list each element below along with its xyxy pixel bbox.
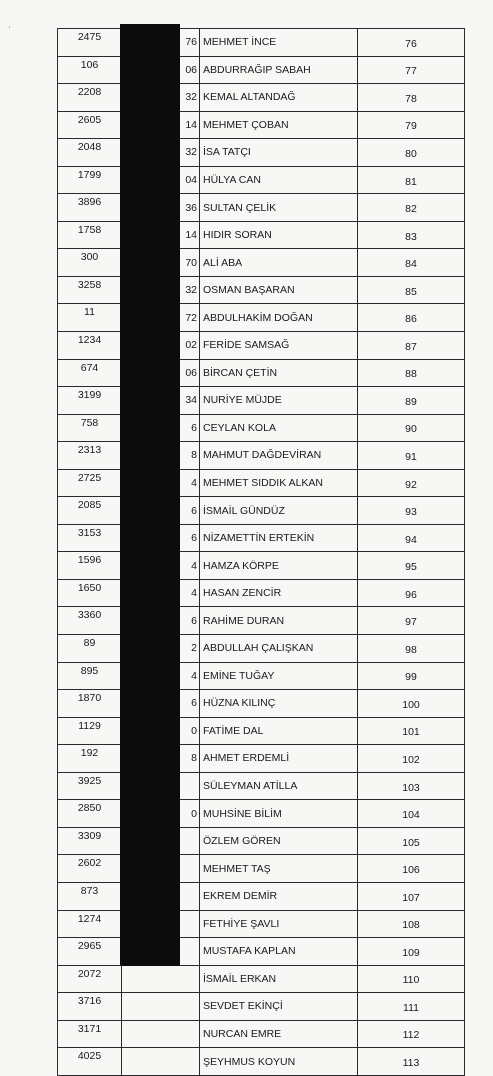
table-row [58, 249, 465, 277]
id-number-cell: 4 [122, 469, 200, 497]
id-number-cell: 4 [122, 662, 200, 690]
table-row [58, 938, 465, 966]
rank-cell: 82 [358, 194, 465, 222]
row-number-cell: 1799 [58, 166, 122, 194]
full-name-cell: SULTAN ÇELİK [200, 194, 358, 222]
id-number-cell: 14 [122, 221, 200, 249]
rank-cell: 92 [358, 469, 465, 497]
row-number-cell: 4025 [58, 1048, 122, 1076]
rank-cell: 95 [358, 552, 465, 580]
id-number-cell: 36 [122, 194, 200, 222]
full-name-cell: ABDULLAH ÇALIŞKAN [200, 635, 358, 663]
rank-cell: 80 [358, 139, 465, 167]
table-row [58, 910, 465, 938]
table-row [58, 745, 465, 773]
rank-cell: 94 [358, 524, 465, 552]
id-number-cell: 72 [122, 304, 200, 332]
row-number-cell: 895 [58, 662, 122, 690]
table-row [58, 166, 465, 194]
rank-cell: 109 [358, 938, 465, 966]
full-name-cell: NURİYE MÜJDE [200, 387, 358, 415]
rank-cell: 106 [358, 855, 465, 883]
table-row [58, 855, 465, 883]
id-number-cell: 06 [122, 359, 200, 387]
full-name-cell: MEHMET SIDDIK ALKAN [200, 469, 358, 497]
rank-cell: 104 [358, 800, 465, 828]
rank-cell: 112 [358, 1020, 465, 1048]
full-name-cell: FETHİYE ŞAVLI [200, 910, 358, 938]
id-number-cell [122, 965, 200, 993]
rank-cell: 105 [358, 827, 465, 855]
rank-cell: 79 [358, 111, 465, 139]
table-row [58, 635, 465, 663]
table-row [58, 772, 465, 800]
table-row [58, 111, 465, 139]
table-row [58, 276, 465, 304]
row-number-cell: 2208 [58, 84, 122, 112]
full-name-cell: NURCAN EMRE [200, 1020, 358, 1048]
id-number-cell: 6 [122, 414, 200, 442]
full-name-cell: AHMET ERDEMLİ [200, 745, 358, 773]
id-number-cell: 34 [122, 387, 200, 415]
table-row [58, 332, 465, 360]
row-number-cell: 674 [58, 359, 122, 387]
full-name-cell: İSMAİL GÜNDÜZ [200, 497, 358, 525]
row-number-cell: 3199 [58, 387, 122, 415]
row-number-cell: 2605 [58, 111, 122, 139]
full-name-cell: MEHMET TAŞ [200, 855, 358, 883]
id-number-cell: 32 [122, 139, 200, 167]
full-name-cell: MUSTAFA KAPLAN [200, 938, 358, 966]
row-number-cell: 2072 [58, 965, 122, 993]
table-row [58, 965, 465, 993]
id-number-cell: 6 [122, 607, 200, 635]
full-name-cell: MUHSİNE BİLİM [200, 800, 358, 828]
id-number-cell: 70 [122, 249, 200, 277]
id-number-cell: 0 [122, 717, 200, 745]
row-number-cell: 1274 [58, 910, 122, 938]
id-number-cell: 06 [122, 56, 200, 84]
table-row [58, 827, 465, 855]
table-row [58, 387, 465, 415]
table-row [58, 800, 465, 828]
table-row [58, 84, 465, 112]
id-number-cell: 8 [122, 745, 200, 773]
full-name-cell: MEHMET İNCE [200, 29, 358, 57]
row-number-cell: 873 [58, 882, 122, 910]
full-name-cell: FERİDE SAMSAĞ [200, 332, 358, 360]
full-name-cell: İSMAİL ERKAN [200, 965, 358, 993]
rank-cell: 76 [358, 29, 465, 57]
results-table-body [58, 29, 465, 1076]
rank-cell: 96 [358, 579, 465, 607]
rank-cell: 113 [358, 1048, 465, 1076]
results-table [57, 28, 465, 1076]
row-number-cell: 2965 [58, 938, 122, 966]
full-name-cell: SÜLEYMAN ATİLLA [200, 772, 358, 800]
rank-cell: 98 [358, 635, 465, 663]
full-name-cell: ŞEYHMUS KOYUN [200, 1048, 358, 1076]
full-name-cell: ABDULHAKİM DOĞAN [200, 304, 358, 332]
rank-cell: 87 [358, 332, 465, 360]
full-name-cell: SEVDET EKİNÇİ [200, 993, 358, 1021]
full-name-cell: HIDIR SORAN [200, 221, 358, 249]
rank-cell: 84 [358, 249, 465, 277]
id-number-cell: 2 [122, 635, 200, 663]
id-number-cell: 76 [122, 29, 200, 57]
row-number-cell: 300 [58, 249, 122, 277]
results-table-container [57, 28, 464, 1076]
id-number-cell: 6 [122, 690, 200, 718]
full-name-cell: HÜZNA KILINÇ [200, 690, 358, 718]
full-name-cell: KEMAL ALTANDAĞ [200, 84, 358, 112]
redaction-bar [120, 24, 180, 966]
id-number-cell: 4 [122, 579, 200, 607]
table-row [58, 579, 465, 607]
table-row [58, 304, 465, 332]
row-number-cell: 3896 [58, 194, 122, 222]
full-name-cell: HASAN ZENCİR [200, 579, 358, 607]
row-number-cell: 1234 [58, 332, 122, 360]
row-number-cell: 2313 [58, 442, 122, 470]
rank-cell: 86 [358, 304, 465, 332]
rank-cell: 108 [358, 910, 465, 938]
id-number-cell: 6 [122, 497, 200, 525]
id-number-cell: 14 [122, 111, 200, 139]
table-row [58, 662, 465, 690]
row-number-cell: 11 [58, 304, 122, 332]
id-number-cell: 32 [122, 84, 200, 112]
row-number-cell: 3925 [58, 772, 122, 800]
table-row [58, 607, 465, 635]
rank-cell: 91 [358, 442, 465, 470]
row-number-cell: 1758 [58, 221, 122, 249]
row-number-cell: 89 [58, 635, 122, 663]
full-name-cell: ÖZLEM GÖREN [200, 827, 358, 855]
table-row [58, 29, 465, 57]
rank-cell: 102 [358, 745, 465, 773]
row-number-cell: 1596 [58, 552, 122, 580]
rank-cell: 93 [358, 497, 465, 525]
full-name-cell: HAMZA KÖRPE [200, 552, 358, 580]
row-number-cell: 758 [58, 414, 122, 442]
row-number-cell: 1129 [58, 717, 122, 745]
rank-cell: 83 [358, 221, 465, 249]
rank-cell: 81 [358, 166, 465, 194]
full-name-cell: MAHMUT DAĞDEVİRAN [200, 442, 358, 470]
row-number-cell: 1870 [58, 690, 122, 718]
table-row [58, 221, 465, 249]
rank-cell: 90 [358, 414, 465, 442]
row-number-cell: 2725 [58, 469, 122, 497]
id-number-cell: 02 [122, 332, 200, 360]
row-number-cell: 3309 [58, 827, 122, 855]
rank-cell: 78 [358, 84, 465, 112]
row-number-cell: 2602 [58, 855, 122, 883]
table-row [58, 469, 465, 497]
full-name-cell: İSA TATÇI [200, 139, 358, 167]
table-row [58, 882, 465, 910]
full-name-cell: NİZAMETTİN ERTEKİN [200, 524, 358, 552]
id-number-cell [122, 1048, 200, 1076]
full-name-cell: MEHMET ÇOBAN [200, 111, 358, 139]
rank-cell: 85 [358, 276, 465, 304]
full-name-cell: ALİ ABA [200, 249, 358, 277]
row-number-cell: 2850 [58, 800, 122, 828]
full-name-cell: RAHİME DURAN [200, 607, 358, 635]
table-row [58, 139, 465, 167]
id-number-cell: 04 [122, 166, 200, 194]
row-number-cell: 3360 [58, 607, 122, 635]
table-row [58, 194, 465, 222]
row-number-cell: 2475 [58, 29, 122, 57]
table-row [58, 497, 465, 525]
row-number-cell: 3258 [58, 276, 122, 304]
row-number-cell: 2048 [58, 139, 122, 167]
rank-cell: 107 [358, 882, 465, 910]
full-name-cell: ABDURRAĞIP SABAH [200, 56, 358, 84]
rank-cell: 89 [358, 387, 465, 415]
table-row [58, 717, 465, 745]
row-number-cell: 106 [58, 56, 122, 84]
full-name-cell: CEYLAN KOLA [200, 414, 358, 442]
full-name-cell: OSMAN BAŞARAN [200, 276, 358, 304]
rank-cell: 99 [358, 662, 465, 690]
full-name-cell: HÜLYA CAN [200, 166, 358, 194]
full-name-cell: EKREM DEMİR [200, 882, 358, 910]
row-number-cell: 1650 [58, 579, 122, 607]
rank-cell: 111 [358, 993, 465, 1021]
id-number-cell [122, 1020, 200, 1048]
id-number-cell: 4 [122, 552, 200, 580]
full-name-cell: EMİNE TUĞAY [200, 662, 358, 690]
rank-cell: 101 [358, 717, 465, 745]
table-row [58, 552, 465, 580]
table-row [58, 524, 465, 552]
table-row [58, 414, 465, 442]
row-number-cell: 3153 [58, 524, 122, 552]
rank-cell: 88 [358, 359, 465, 387]
table-row [58, 1048, 465, 1076]
table-row [58, 993, 465, 1021]
id-number-cell [122, 993, 200, 1021]
id-number-cell: 8 [122, 442, 200, 470]
table-row [58, 56, 465, 84]
rank-cell: 100 [358, 690, 465, 718]
table-row [58, 442, 465, 470]
row-number-cell: 3171 [58, 1020, 122, 1048]
table-row [58, 359, 465, 387]
rank-cell: 97 [358, 607, 465, 635]
rank-cell: 103 [358, 772, 465, 800]
rank-cell: 77 [358, 56, 465, 84]
id-number-cell: 6 [122, 524, 200, 552]
id-number-cell: 32 [122, 276, 200, 304]
table-row [58, 1020, 465, 1048]
rank-cell: 110 [358, 965, 465, 993]
table-row [58, 690, 465, 718]
row-number-cell: 192 [58, 745, 122, 773]
scan-speck: ˌ [8, 18, 11, 28]
id-number-cell: 0 [122, 800, 200, 828]
full-name-cell: FATİME DAL [200, 717, 358, 745]
row-number-cell: 3716 [58, 993, 122, 1021]
row-number-cell: 2085 [58, 497, 122, 525]
full-name-cell: BİRCAN ÇETİN [200, 359, 358, 387]
